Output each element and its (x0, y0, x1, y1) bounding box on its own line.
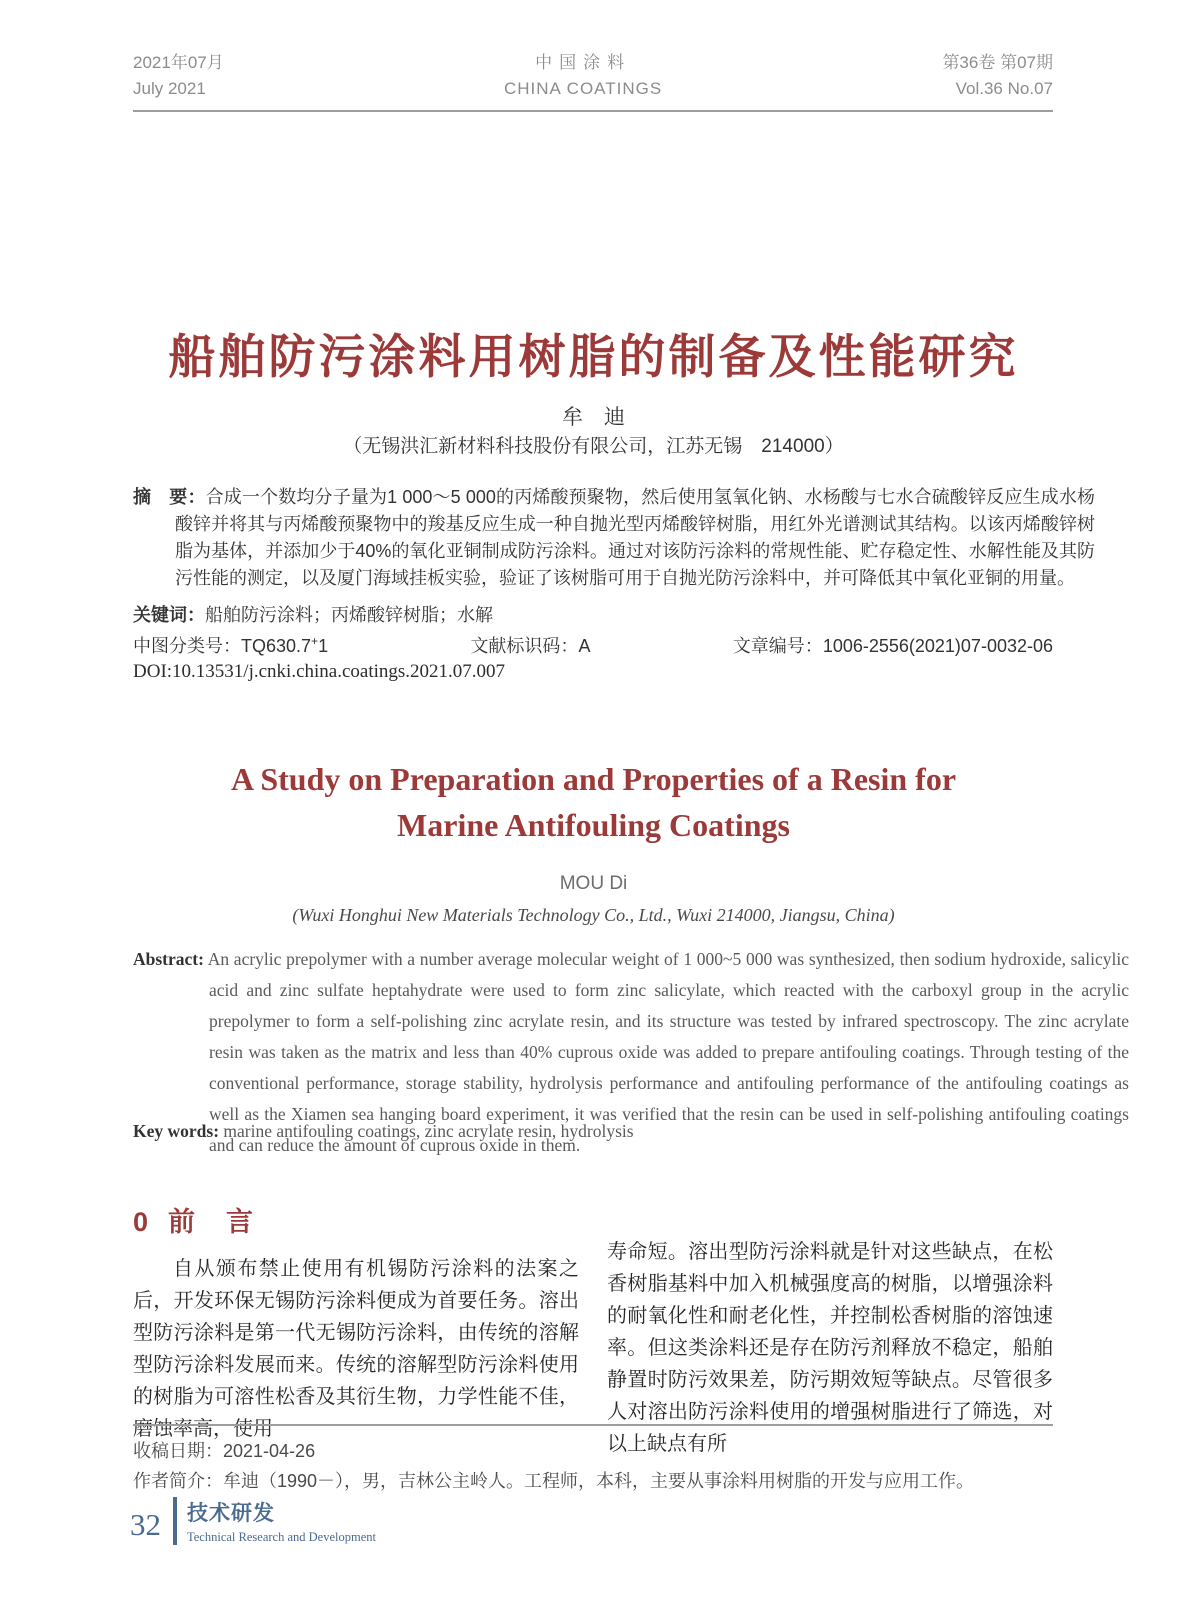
footer-column-en: Technical Research and Development (187, 1530, 376, 1544)
section-number: 0 (133, 1207, 149, 1237)
author-bio: 作者简介：牟迪（1990－），男，吉林公主岭人。工程师，本科，主要从事涂料用树脂的开发与应用工作。 (133, 1471, 975, 1491)
header-divider (133, 110, 1053, 112)
introduction-section (133, 1200, 1053, 1460)
section-title: 前 言 (168, 1207, 256, 1237)
article-number-value: 1006-2556(2021)07-0032-06 (822, 636, 1053, 656)
article-title-en-line1: A Study on Preparation and Properties of a Resin for (230, 761, 957, 797)
abstract-zh-text: 合成一个数均分子量为1 000～5 000的丙烯酸预聚物，然后使用氢氧化钠、水杨酸与七水合硫酸锌反应生成水杨酸锌并将其与丙烯酸预聚物中的羧基反应生成一种自抛光型丙烯酸锌树脂，用红外光谱测试其结构。以该丙烯酸锌树脂为基体，并添加少于40%的氧化亚铜制成防污涂料。通过对该防污涂料的常规性能、贮存稳定性、水解性能及其防污性能的测定，以及厦门海域挂板实验，验证了该树脂可用于自抛光防污涂料中，并可降低其中氧化亚铜的用量。 (175, 487, 1095, 588)
abstract-zh (133, 484, 1095, 592)
header-issue (942, 50, 1053, 102)
abstract-zh-label: 摘 要： (133, 487, 206, 507)
header-date-en: July 2021 (133, 79, 206, 98)
abstract-en-label: Abstract: (133, 949, 204, 969)
header-issue-zh: 第36卷 第07期 (942, 53, 1053, 72)
clc-superscript: + (311, 634, 319, 648)
clc-value: TQ630.7 (241, 636, 312, 656)
footer-column-zh: 技术研发 (187, 1502, 275, 1525)
article-title-en-line2: Marine Antifouling Coatings (397, 807, 790, 843)
article-title-en (0, 756, 1187, 848)
clc-value-tail: 1 (318, 636, 329, 656)
author-en: MOU Di (559, 873, 628, 894)
footer-divider-bar (173, 1497, 177, 1545)
document-code-label: 文献标识码： (470, 636, 579, 656)
clc-label: 中图分类号： (133, 636, 241, 656)
header-journal (504, 50, 662, 102)
header-date (133, 50, 224, 102)
document-code (470, 632, 590, 658)
article-number-label: 文章编号： (732, 636, 823, 656)
page-number: 32 (130, 1507, 161, 1542)
abstract-en-text: An acrylic prepolymer with a number average molecular weight of 1 000~5 000 was synthesized, then sodium hydroxide, salicylic acid and zinc sulfate heptahydrate were used to form zinc salicylate, which reacted with the carboxyl group in the acrylic prepolymer to form a self-polishing zinc acrylate resin, and its structure was tested by infrared spectroscopy. The zinc acrylate resin was taken as the matrix and less than 40% cuprous oxide was added to prepare antifouling coatings. Through testing of the conventional performance, storage stability, hydrolysis performance and antifouling performance of the antifouling coatings as well as the Xiamen sea hanging board experiment, it was verified that the resin can be used in self-polishing antifouling coatings and can reduce the amount of cuprous oxide in them. (207, 949, 1129, 1155)
keywords-zh-label: 关键词： (133, 605, 205, 625)
keywords-en (133, 1121, 1053, 1142)
page-header (133, 50, 1053, 102)
intro-right-column (607, 1200, 1053, 1460)
intro-left-column (133, 1200, 579, 1460)
header-issue-en: Vol.36 No.07 (955, 79, 1053, 98)
document-code-value: A (578, 636, 591, 656)
intro-paragraph-right: 寿命短。溶出型防污涂料就是针对这些缺点，在松香树脂基料中加入机械强度高的树脂，以增强涂料的耐氧化性和耐老化性，并控制松香树脂的溶蚀速率。但这类涂料还是存在防污剂释放不稳定，船舶静置时防污效果差，防污期效短等缺点。尽管很多人对溶出防污涂料使用的增强树脂进行了筛选，对以上缺点有所 (607, 1241, 1053, 1455)
clc-number (133, 632, 328, 658)
keywords-en-label: Key words: (133, 1121, 220, 1141)
header-date-zh: 2021年07月 (133, 53, 224, 72)
received-date: 收稿日期：2021-04-26 (133, 1441, 316, 1461)
doi: DOI:10.13531/j.cnki.china.coatings.2021.07.007 (133, 661, 506, 682)
article-title-zh: 船舶防污涂料用树脂的制备及性能研究 (168, 330, 1019, 383)
article-meta-row (133, 632, 1053, 658)
author-zh: 牟 迪 (562, 406, 625, 429)
section-heading (133, 1200, 579, 1239)
keywords-en-text: marine antifouling coatings, zinc acrylate resin, hydrolysis (223, 1121, 634, 1141)
intro-paragraph-left: 自从颁布禁止使用有机锡防污涂料的法案之后，开发环保无锡防污涂料便成为首要任务。溶出型防污涂料是第一代无锡防污涂料，由传统的溶解型防污涂料发展而来。传统的溶解型防污涂料使用的树脂为可溶性松香及其衍生物，力学性能不佳，磨蚀率高，使用 (133, 1258, 579, 1440)
affiliation-en: (Wuxi Honghui New Materials Technology Co., Ltd., Wuxi 214000, Jiangsu, China) (292, 905, 895, 925)
footnotes (133, 1436, 1053, 1496)
keywords-zh-text: 船舶防污涂料；丙烯酸锌树脂；水解 (205, 605, 493, 625)
article-number (733, 632, 1053, 658)
footer-column-title (187, 1497, 376, 1545)
affiliation-zh: （无锡洪汇新材料科技股份有限公司，江苏无锡 214000） (343, 436, 844, 457)
page-footer (130, 1497, 376, 1545)
journal-name-zh: 中国涂料 (535, 53, 632, 72)
keywords-zh (133, 601, 1053, 627)
journal-name-en: CHINA COATINGS (503, 79, 663, 98)
footnote-divider (133, 1424, 1053, 1426)
